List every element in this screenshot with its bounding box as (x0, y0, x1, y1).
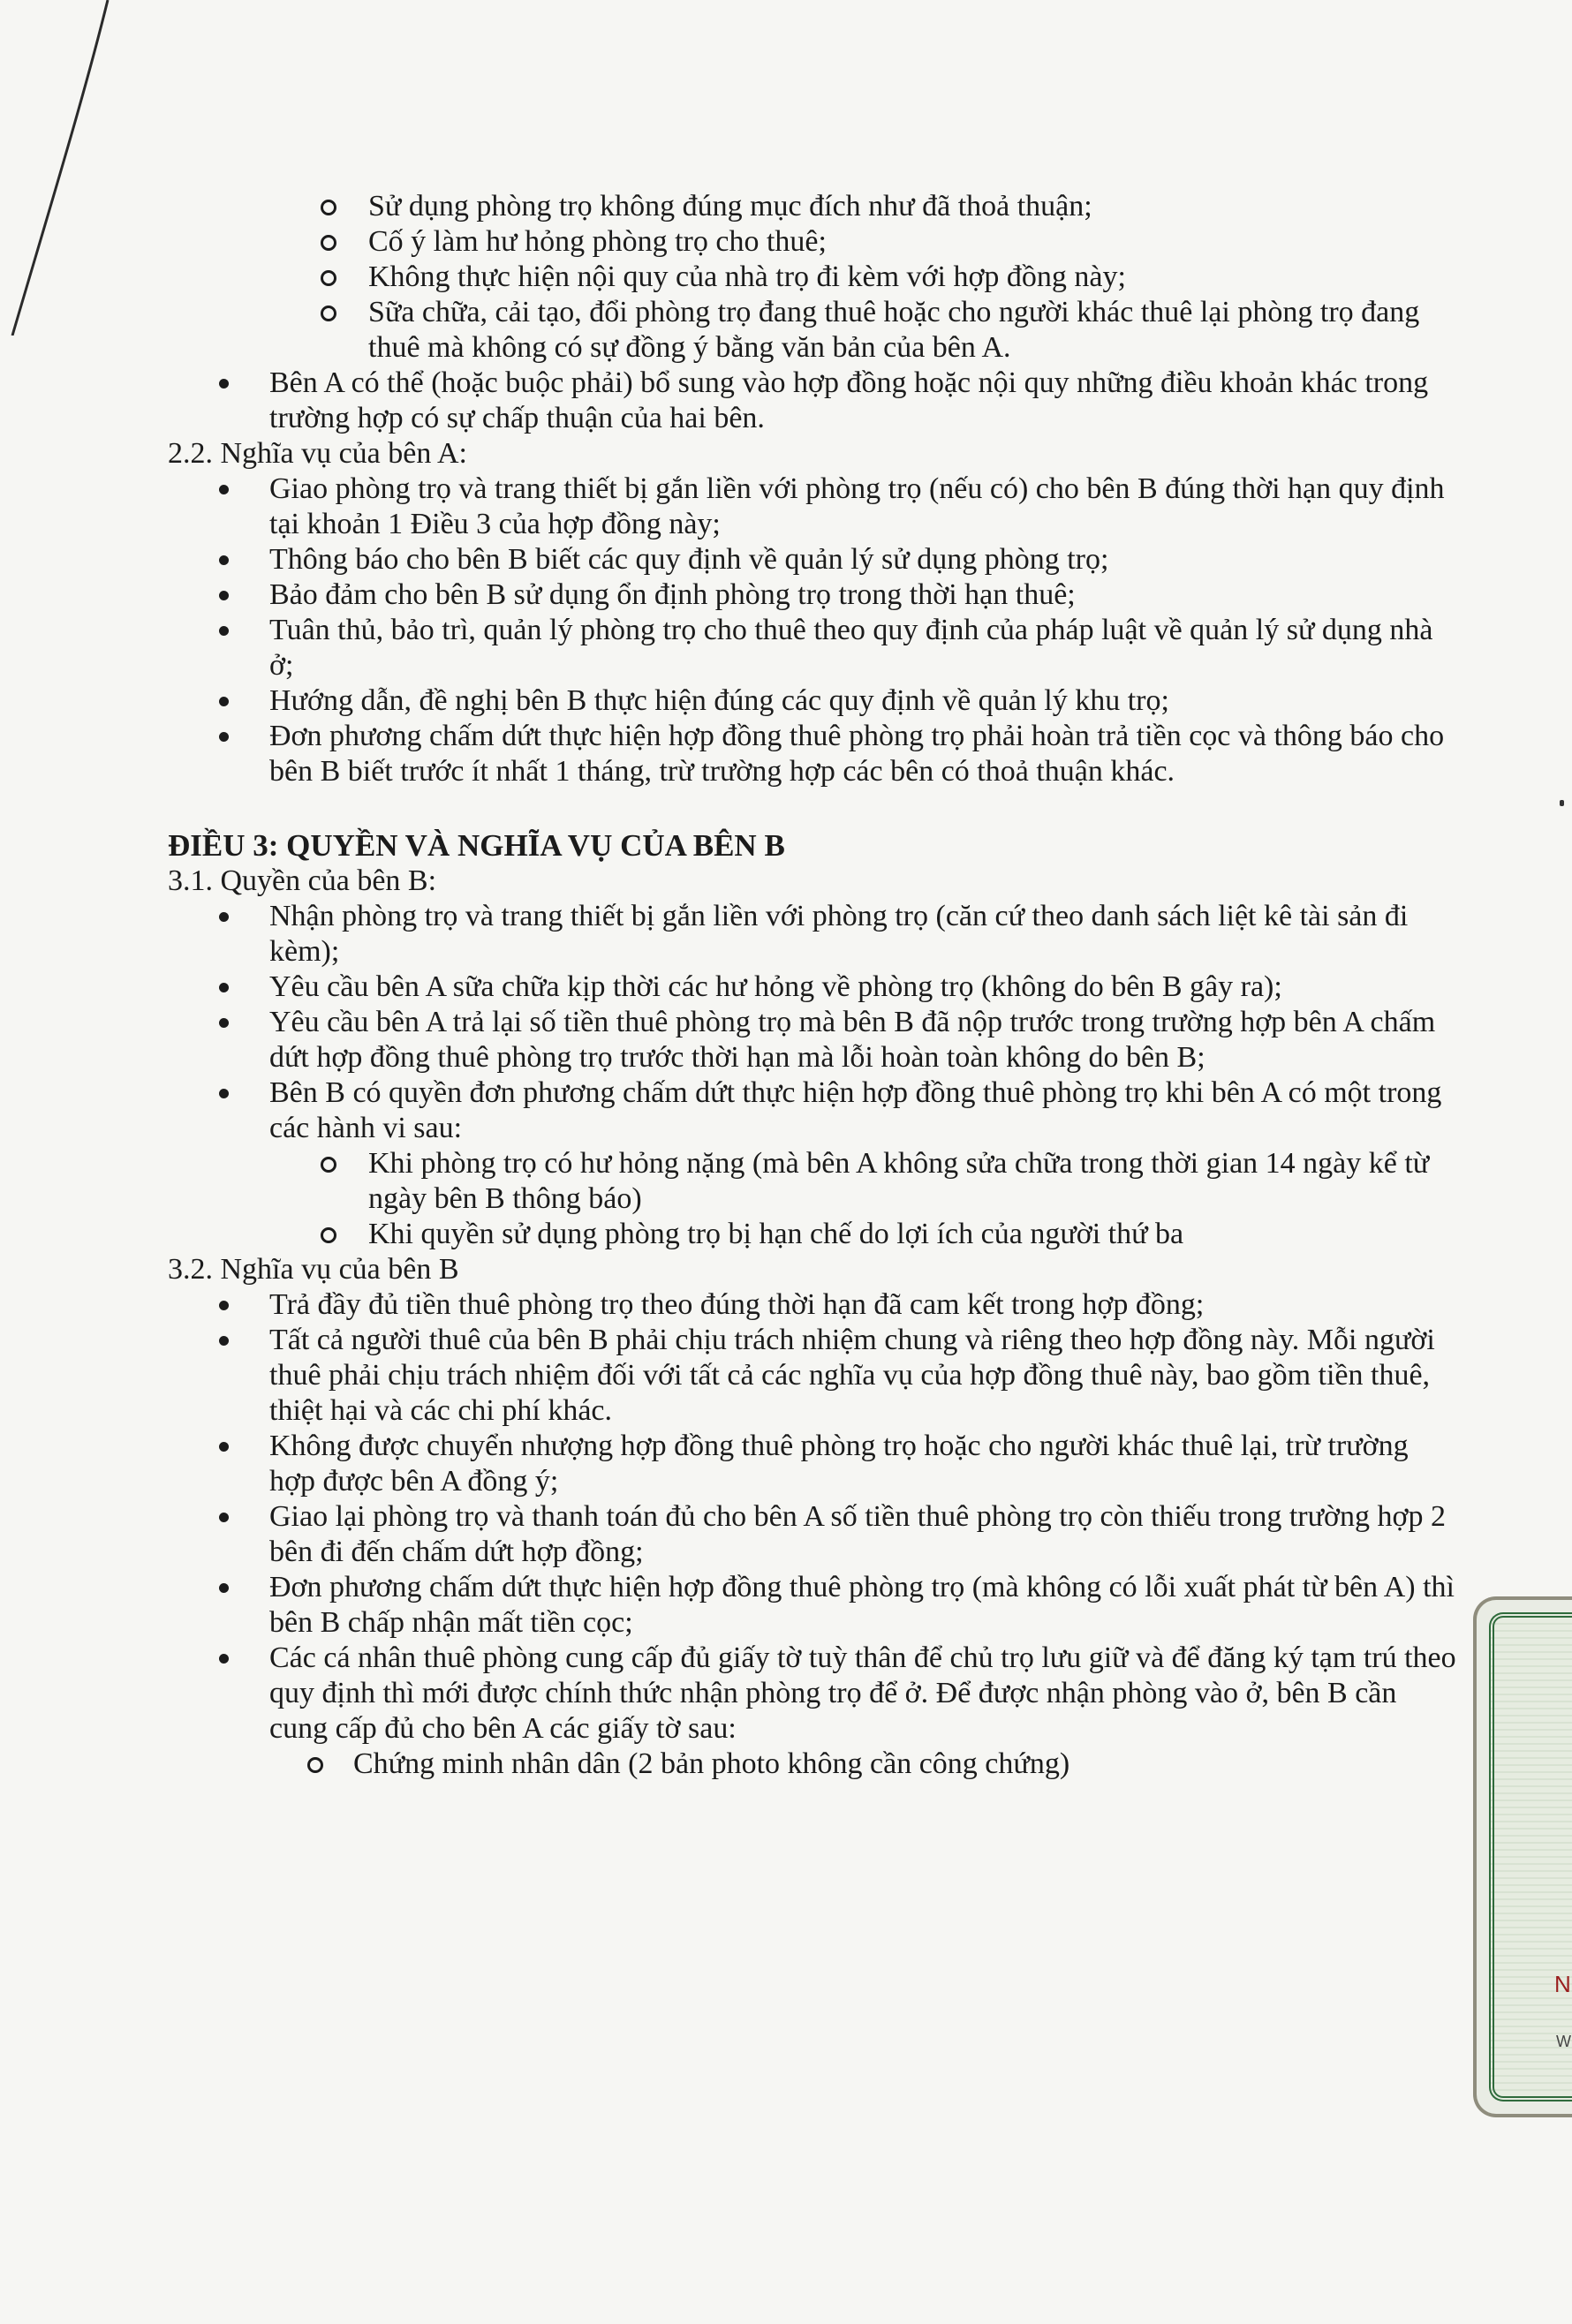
list-item: Yêu cầu bên A sữa chữa kịp thời các hư hỏng về phòng trọ (không do bên B gây ra); (168, 970, 1457, 1005)
list-item: Tuân thủ, bảo trì, quản lý phòng trọ cho thuê theo quy định của pháp luật về quản lý sử dụng nhà ở; (168, 613, 1457, 683)
list-item: Bảo đảm cho bên B sử dụng ổn định phòng trọ trong thời hạn thuê; (168, 577, 1457, 613)
list-subitem: Sữa chữa, cải tạo, đổi phòng trọ đang thuê hoặc cho người khác thuê lại phòng trọ đang thuê mà không có sự đồng ý bằng văn bản của bên A. (168, 295, 1457, 366)
article-heading: ĐIỀU 3: QUYỀN VÀ NGHĨA VỤ CỦA BÊN B (168, 828, 785, 863)
section-heading-2-2: 2.2. Nghĩa vụ của bên A: (168, 437, 467, 470)
bullet-icon (219, 379, 229, 389)
list-item: Giao lại phòng trọ và thanh toán đủ cho bên A số tiền thuê phòng trọ còn thiếu trong trường hợp 2 bên đi đến chấm dứt hợp đồng; (168, 1499, 1457, 1570)
hollow-bullet-icon (321, 1157, 336, 1173)
list-item: Tất cả người thuê của bên B phải chịu trách nhiệm chung và riêng theo hợp đồng này. Mỗi người thuê phải chịu trách nhiệm đối với tất cả các nghĩa vụ của hợp đồng thuê này, bao gồm tiền thuê, thiệt hại và các chi phí khác. (168, 1323, 1457, 1429)
list-subitem: Chứng minh nhân dân (2 bản photo không cần công chứng) (168, 1747, 1457, 1782)
stamp-border (1489, 1612, 1572, 2101)
list-item: Đơn phương chấm dứt thực hiện hợp đồng thuê phòng trọ (mà không có lỗi xuất phát từ bên A) thì bên B chấp nhận mất tiền cọc; (168, 1570, 1457, 1641)
list-item: Đơn phương chấm dứt thực hiện hợp đồng thuê phòng trọ phải hoàn trả tiền cọc và thông báo cho bên B biết trước ít nhất 1 tháng, trừ trường hợp các bên có thoả thuận khác. (168, 719, 1457, 789)
hollow-bullet-icon (321, 200, 336, 215)
hollow-bullet-icon (307, 1757, 323, 1773)
bullet-icon (219, 1018, 229, 1028)
bullet-icon (219, 1654, 229, 1664)
bullet-icon (219, 732, 229, 742)
section-heading-3-2: 3.2. Nghĩa vụ của bên B (168, 1253, 459, 1286)
list-subitem: Cố ý làm hư hỏng phòng trọ cho thuê; (168, 224, 1457, 260)
list-item: Thông báo cho bên B biết các quy định về quản lý sử dụng phòng trọ; (168, 542, 1457, 577)
hollow-bullet-icon (321, 270, 336, 286)
list-item: Yêu cầu bên A trả lại số tiền thuê phòng trọ mà bên B đã nộp trước trong trường hợp bên A chấm dứt hợp đồng thuê phòng trọ trước thời hạn mà lỗi hoàn toàn không do bên B; (168, 1005, 1457, 1075)
bullet-icon (219, 983, 229, 992)
page-crease-line (0, 0, 124, 336)
list-item: Hướng dẫn, đề nghị bên B thực hiện đúng các quy định về quản lý khu trọ; (168, 683, 1457, 719)
list-item: Nhận phòng trọ và trang thiết bị gắn liền với phòng trọ (căn cứ theo danh sách liệt kê tài sản đi kèm); (168, 899, 1457, 970)
list-item: Bên B có quyền đơn phương chấm dứt thực hiện hợp đồng thuê phòng trọ khi bên A có một trong các hành vi sau: (168, 1075, 1457, 1146)
list-subitem: Không thực hiện nội quy của nhà trọ đi kèm với hợp đồng này; (168, 260, 1457, 295)
bullet-icon (219, 1336, 229, 1346)
document-body (168, 189, 1457, 1782)
list-subitem: Khi phòng trọ có hư hỏng nặng (mà bên A không sửa chữa trong thời gian 14 ngày kể từ ngày bên B thông báo) (168, 1146, 1457, 1217)
bullet-icon (219, 591, 229, 600)
bullet-icon (219, 555, 229, 565)
revenue-stamp (1473, 1596, 1572, 2117)
bullet-icon (219, 1513, 229, 1522)
hollow-bullet-icon (321, 306, 336, 321)
bullet-icon (219, 626, 229, 636)
stamp-letter: N (1554, 1971, 1571, 1997)
list-item: Không được chuyển nhượng hợp đồng thuê phòng trọ hoặc cho người khác thuê lại, trừ trường hợp được bên A đồng ý; (168, 1429, 1457, 1499)
bullet-icon (219, 912, 229, 922)
list-item: Trả đầy đủ tiền thuê phòng trọ theo đúng thời hạn đã cam kết trong hợp đồng; (168, 1287, 1457, 1323)
bullet-icon (219, 485, 229, 494)
hollow-bullet-icon (321, 1227, 336, 1243)
bullet-icon (219, 1089, 229, 1098)
bullet-icon (219, 697, 229, 706)
hollow-bullet-icon (321, 235, 336, 251)
bullet-icon (219, 1301, 229, 1310)
list-subitem: Khi quyền sử dụng phòng trọ bị hạn chế do lợi ích của người thứ ba (168, 1217, 1457, 1252)
list-item: Giao phòng trọ và trang thiết bị gắn liền với phòng trọ (nếu có) cho bên B đúng thời hạn quy định tại khoản 1 Điều 3 của hợp đồng này; (168, 472, 1457, 542)
list-subitem: Sử dụng phòng trọ không đúng mục đích như đã thoả thuận; (168, 189, 1457, 224)
scan-speck (1560, 800, 1564, 806)
list-item: Bên A có thể (hoặc buộc phải) bổ sung vào hợp đồng hoặc nội quy những điều khoản khác trong trường hợp có sự chấp thuận của hai bên. (168, 366, 1457, 436)
bullet-icon (219, 1583, 229, 1593)
bullet-icon (219, 1442, 229, 1452)
list-item: Các cá nhân thuê phòng cung cấp đủ giấy tờ tuỳ thân để chủ trọ lưu giữ và để đăng ký tạm trú theo quy định thì mới được chính thức nhận phòng trọ để ở. Để được nhận phòng vào ở, bên B cần cung cấp đủ cho bên A các giấy tờ sau: (168, 1641, 1457, 1747)
stamp-mark: W (1556, 2033, 1571, 2050)
section-heading-3-1: 3.1. Quyền của bên B: (168, 864, 437, 897)
